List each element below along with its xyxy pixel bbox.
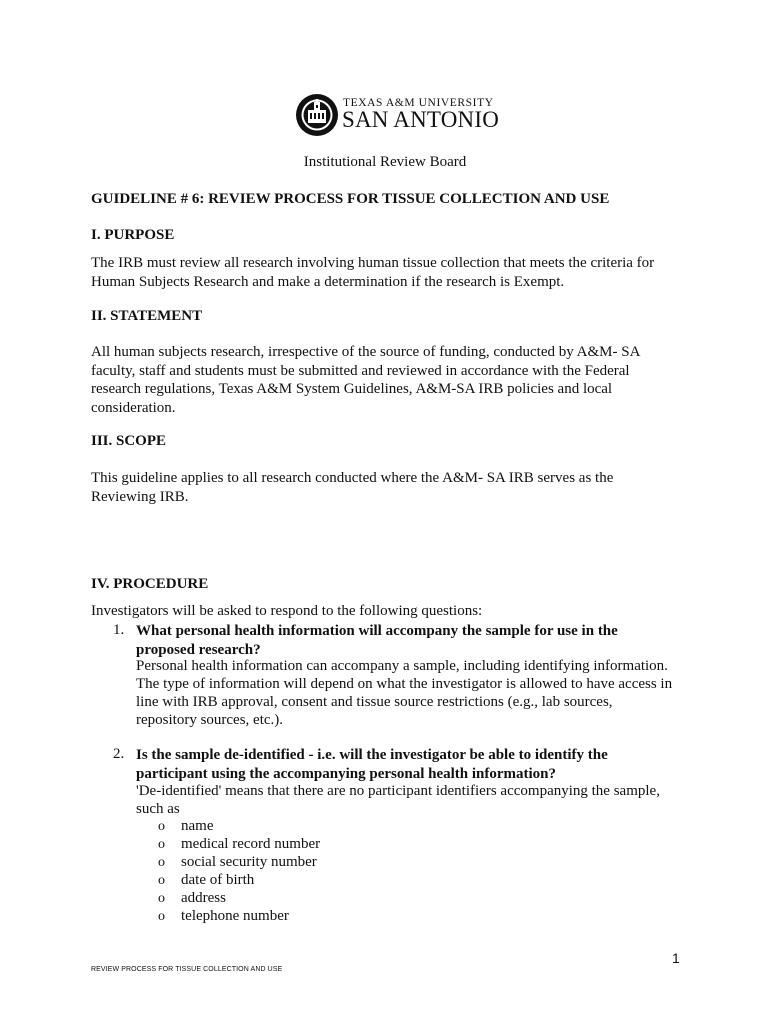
answer-line: line with IRB approval, consent and tissue source restrictions (e.g., lab sources,: [136, 694, 613, 710]
bullet-marker: o: [158, 819, 165, 834]
guideline-title: GUIDELINE # 6: REVIEW PROCESS FOR TISSUE COLLECTION AND USE: [91, 191, 610, 207]
purpose-line: Human Subjects Research and make a determination if the research is Exempt.: [91, 273, 565, 290]
question-line: proposed research?: [136, 641, 261, 658]
list-item: [158, 835, 320, 853]
page-footer: REVIEW PROCESS FOR TISSUE COLLECTION AND USE: [91, 966, 283, 973]
bullet-marker: o: [158, 909, 165, 924]
list-item: [158, 907, 320, 925]
list-item-number: 1.: [113, 622, 125, 638]
list-item-label: name: [181, 818, 214, 834]
procedure-heading: IV. PROCEDURE: [91, 576, 209, 592]
answer-line: Personal health information can accompany a sample, including identifying information.: [136, 658, 668, 674]
list-item-label: address: [181, 890, 226, 906]
answer-2: [136, 782, 696, 818]
scope-heading: III. SCOPE: [91, 433, 167, 449]
bullet-marker: o: [158, 891, 165, 906]
statement-line: research regulations, Texas A&M System Guidelines, A&M-SA IRB policies and local: [91, 381, 613, 397]
statement-paragraph: [91, 343, 691, 417]
statement-heading: II. STATEMENT: [91, 308, 203, 324]
procedure-intro: Investigators will be asked to respond to the following questions:: [91, 603, 483, 619]
logo-university-name: TEXAS A&M UNIVERSITY: [343, 97, 494, 109]
university-seal-icon: [295, 93, 339, 137]
question-1: [136, 622, 696, 659]
bullet-marker: o: [158, 837, 165, 852]
scope-line: Reviewing IRB.: [91, 488, 189, 505]
statement-line: consideration.: [91, 399, 176, 416]
purpose-paragraph: [91, 254, 691, 291]
page-subtitle: Institutional Review Board: [303, 154, 467, 170]
list-item-label: social security number: [181, 854, 317, 870]
question-line: What personal health information will accompany the sample for use in the: [136, 623, 618, 639]
list-item-label: medical record number: [181, 836, 321, 852]
list-item-label: date of birth: [181, 872, 255, 888]
logo-campus-name: SAN ANTONIO: [342, 107, 500, 132]
statement-line: faculty, staff and students must be submitted and reviewed in accordance with the Federal: [91, 362, 630, 379]
answer-line: The type of information will depend on what the investigator is allowed to have access in: [136, 676, 673, 692]
bullet-marker: o: [158, 873, 165, 888]
scope-paragraph: [91, 469, 691, 506]
answer-line: 'De-identified' means that there are no participant identifiers accompanying the sample,: [136, 783, 660, 799]
list-item: [158, 853, 320, 871]
purpose-line: The IRB must review all research involving human tissue collection that meets the criteria for: [91, 255, 655, 271]
answer-1: [136, 657, 696, 729]
purpose-heading: I. PURPOSE: [91, 227, 175, 243]
list-item: [158, 889, 320, 907]
statement-line: All human subjects research, irrespective of the source of funding, conducted by A&M- SA: [91, 344, 641, 360]
list-item-number: 2.: [113, 746, 125, 762]
identifier-list: [158, 817, 320, 925]
page-number: 1: [672, 950, 680, 966]
question-line: participant using the accompanying personal health information?: [136, 765, 557, 782]
list-item-label: telephone number: [181, 908, 289, 924]
question-2: [136, 746, 696, 783]
bullet-marker: o: [158, 855, 165, 870]
answer-line: such as: [136, 801, 180, 817]
list-item: [158, 871, 320, 889]
question-line: Is the sample de-identified - i.e. will the investigator be able to identify the: [136, 747, 608, 763]
answer-line: repository sources, etc.).: [136, 712, 284, 728]
scope-line: This guideline applies to all research conducted where the A&M- SA IRB serves as the: [91, 470, 614, 486]
list-item: [158, 817, 320, 835]
